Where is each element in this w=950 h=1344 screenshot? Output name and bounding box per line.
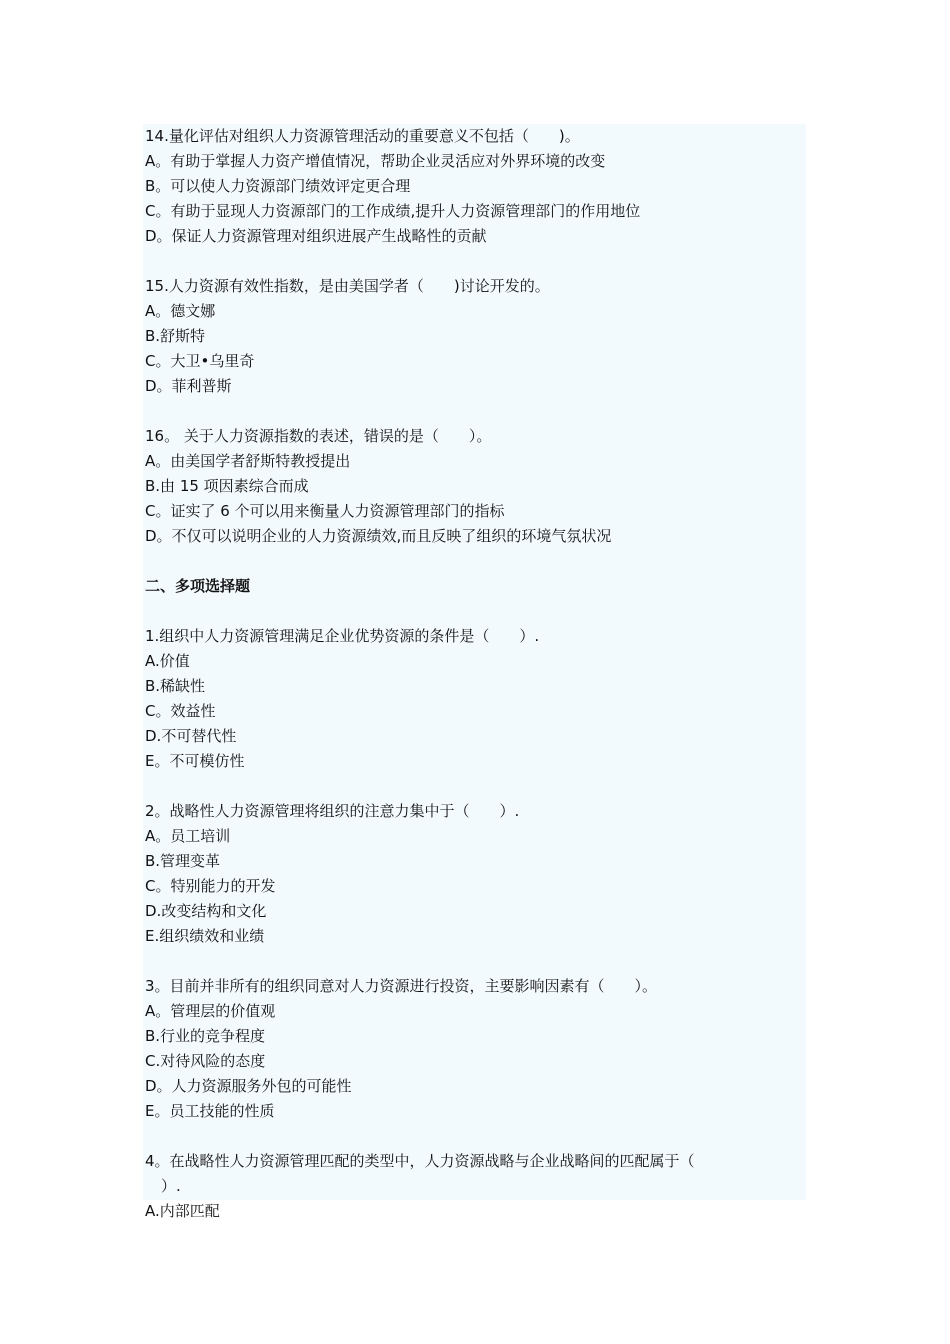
question-text: 2。战略性人力资源管理将组织的注意力集中于（ ）. <box>145 802 520 820</box>
mc-question-2 <box>145 799 806 949</box>
question-15 <box>145 274 806 399</box>
question-text: 15.人力资源有效性指数，是由美国学者（ )讨论开发的。 <box>145 277 550 295</box>
mc-question-4 <box>145 1149 806 1224</box>
question-14 <box>145 124 806 249</box>
mc-question-1 <box>145 624 806 774</box>
option-d: D.改变结构和文化 <box>145 902 267 920</box>
option-e: E。员工技能的性质 <box>145 1102 275 1120</box>
option-c: C。有助于显现人力资源部门的工作成绩,提升人力资源管理部门的作用地位 <box>145 202 641 220</box>
option-b: B.行业的竞争程度 <box>145 1027 266 1045</box>
document-body <box>143 124 806 1220</box>
option-a: A。员工培训 <box>145 827 231 845</box>
question-text: 4。在战略性人力资源管理匹配的类型中，人力资源战略与企业战略间的匹配属于（ <box>145 1152 695 1170</box>
option-c: C。大卫•乌里奇 <box>145 352 255 370</box>
question-text: 1.组织中人力资源管理满足企业优势资源的条件是（ ）. <box>145 627 540 645</box>
question-text: 14.量化评估对组织人力资源管理活动的重要意义不包括（ )。 <box>145 127 580 145</box>
option-a: A。由美国学者舒斯特教授提出 <box>145 452 351 470</box>
option-c: C。特别能力的开发 <box>145 877 276 895</box>
question-text: 3。目前并非所有的组织同意对人力资源进行投资，主要影响因素有（ ）。 <box>145 977 658 995</box>
option-c: C。证实了 6 个可以用来衡量人力资源管理部门的指标 <box>145 502 505 520</box>
question-16 <box>145 424 806 549</box>
option-d: D。不仅可以说明企业的人力资源绩效,而且反映了组织的环境气氛状况 <box>145 527 612 545</box>
option-b: B.舒斯特 <box>145 327 206 345</box>
option-a: A。有助于掌握人力资产增值情况，帮助企业灵活应对外界环境的改变 <box>145 152 606 170</box>
option-b: B。可以使人力资源部门绩效评定更合理 <box>145 177 411 195</box>
option-a: A。管理层的价值观 <box>145 1002 276 1020</box>
option-e: E.组织绩效和业绩 <box>145 927 265 945</box>
option-d: D。人力资源服务外包的可能性 <box>145 1077 352 1095</box>
option-d: D。菲利普斯 <box>145 377 232 395</box>
question-text: 16。 关于人力资源指数的表述，错误的是（ ）。 <box>145 427 492 445</box>
option-a: A。德文娜 <box>145 302 216 320</box>
option-a: A.内部匹配 <box>145 1202 220 1220</box>
option-b: B.稀缺性 <box>145 677 206 695</box>
option-d: D。保证人力资源管理对组织进展产生战略性的贡献 <box>145 227 487 245</box>
option-e: E。不可模仿性 <box>145 752 245 770</box>
option-a: A.价值 <box>145 652 190 670</box>
option-b: B.管理变革 <box>145 852 221 870</box>
question-text-continued: ）. <box>161 1177 181 1195</box>
option-b: B.由 15 项因素综合而成 <box>145 477 309 495</box>
option-c: C.对待风险的态度 <box>145 1052 266 1070</box>
mc-question-3 <box>145 974 806 1124</box>
option-d: D.不可替代性 <box>145 727 237 745</box>
section-title-multiple-choice: 二、多项选择题 <box>145 577 251 595</box>
option-c: C。效益性 <box>145 702 216 720</box>
